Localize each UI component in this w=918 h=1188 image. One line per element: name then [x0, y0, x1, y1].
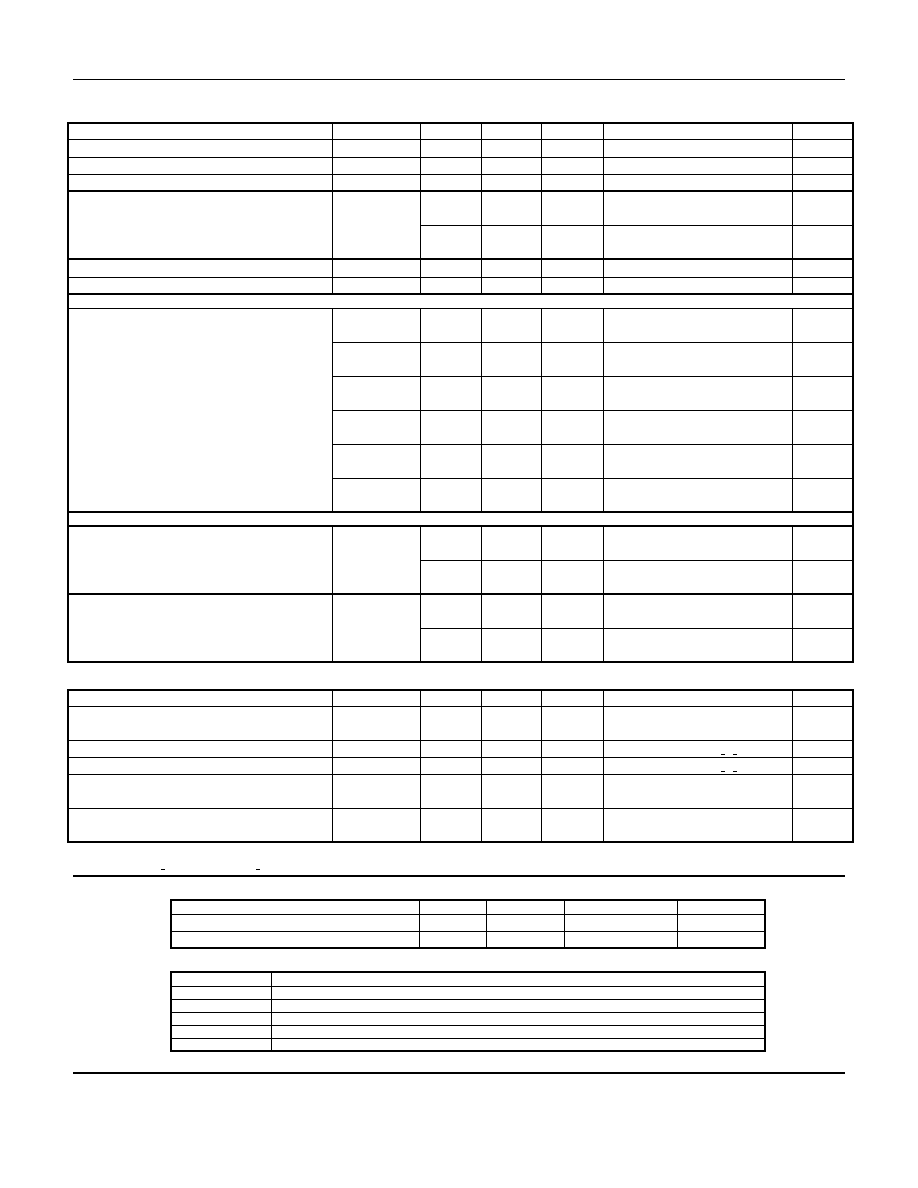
table-cell	[792, 410, 853, 444]
table-cell	[677, 931, 765, 948]
table-cell	[332, 526, 420, 594]
table-cell	[68, 277, 332, 294]
table-cell	[332, 808, 420, 842]
table-cell	[68, 757, 332, 774]
table-cell	[541, 757, 603, 774]
table-cell	[603, 560, 792, 594]
table-cell	[420, 225, 481, 259]
table-header-row	[171, 900, 765, 914]
table-cell	[481, 444, 541, 478]
table-cell	[541, 690, 603, 706]
table-row	[68, 308, 853, 342]
table-row	[171, 1038, 765, 1051]
characteristics-table	[67, 122, 854, 663]
table-cell	[564, 931, 677, 948]
table-row	[68, 774, 853, 808]
table-cell	[481, 191, 541, 225]
table-cell	[541, 191, 603, 225]
table-cell	[541, 774, 603, 808]
table-cell	[603, 526, 792, 560]
table-cell	[68, 157, 332, 174]
table-cell	[541, 277, 603, 294]
table-cell	[792, 740, 853, 757]
table-cell	[486, 900, 564, 914]
header-cell-max	[541, 123, 603, 139]
table-cell	[792, 774, 853, 808]
table-cell	[792, 444, 853, 478]
table-cell	[481, 308, 541, 342]
table-cell	[481, 277, 541, 294]
table-cell	[481, 594, 541, 628]
table-cell	[603, 757, 792, 774]
table-cell	[420, 308, 481, 342]
overbar-mark	[733, 754, 737, 755]
table-cell	[792, 225, 853, 259]
table-cell	[271, 1012, 765, 1025]
table-cell	[171, 931, 419, 948]
table-cell	[420, 774, 481, 808]
table-row	[68, 706, 853, 740]
table-cell	[481, 139, 541, 157]
table-cell	[481, 526, 541, 560]
package-table	[170, 899, 766, 949]
footer-rule	[73, 1072, 845, 1074]
table-cell	[481, 757, 541, 774]
table-cell	[603, 225, 792, 259]
table-cell	[420, 191, 481, 225]
section-row	[68, 294, 853, 308]
table-cell	[420, 157, 481, 174]
table-cell	[603, 444, 792, 478]
table-cell	[68, 191, 332, 259]
overbar-mark	[256, 869, 260, 870]
table-cell	[68, 259, 332, 277]
table-cell	[792, 174, 853, 191]
table-cell	[564, 900, 677, 914]
table-cell	[541, 560, 603, 594]
section-row	[68, 512, 853, 526]
table-cell	[603, 690, 792, 706]
table-header-row	[68, 690, 853, 706]
table-cell	[481, 560, 541, 594]
table-cell	[68, 808, 332, 842]
table-cell	[171, 900, 419, 914]
table-cell	[420, 560, 481, 594]
table-cell	[481, 225, 541, 259]
table-cell	[603, 277, 792, 294]
table-cell	[332, 308, 420, 342]
table-row	[171, 999, 765, 1012]
table-cell	[541, 706, 603, 740]
header-cell-conditions	[603, 123, 792, 139]
header-cell-parameter	[68, 123, 332, 139]
table-cell	[171, 1038, 271, 1051]
table-cell	[792, 757, 853, 774]
table-cell	[481, 628, 541, 662]
table-row	[68, 594, 853, 628]
pin-table	[170, 971, 766, 1052]
table-cell	[420, 174, 481, 191]
table-cell	[792, 526, 853, 560]
table-row	[68, 191, 853, 225]
table-cell	[68, 594, 332, 662]
table-cell	[541, 410, 603, 444]
table-cell	[564, 914, 677, 931]
table-cell	[420, 808, 481, 842]
table-cell	[332, 139, 420, 157]
table-cell	[171, 1012, 271, 1025]
table-cell	[420, 594, 481, 628]
table-cell	[792, 560, 853, 594]
table-cell	[332, 410, 420, 444]
table-cell	[420, 277, 481, 294]
timing-table	[67, 689, 854, 843]
table-row	[68, 259, 853, 277]
table-cell	[420, 628, 481, 662]
table-cell	[68, 139, 332, 157]
table-cell	[420, 444, 481, 478]
table-cell	[420, 376, 481, 410]
table-cell	[792, 308, 853, 342]
header-cell-typ	[481, 123, 541, 139]
table-cell	[792, 690, 853, 706]
table-cell	[420, 259, 481, 277]
table-cell	[420, 690, 481, 706]
table-cell	[420, 342, 481, 376]
table-cell	[792, 594, 853, 628]
table-cell	[481, 259, 541, 277]
table-cell	[603, 706, 792, 740]
table-row	[68, 808, 853, 842]
table-cell	[171, 986, 271, 999]
header-cell-min	[420, 123, 481, 139]
table-cell	[603, 740, 792, 757]
table-cell	[68, 774, 332, 808]
table-cell	[677, 914, 765, 931]
table-cell	[481, 478, 541, 512]
table-row	[68, 174, 853, 191]
table-cell	[792, 157, 853, 174]
table-cell	[541, 157, 603, 174]
table-cell	[541, 342, 603, 376]
table-cell	[332, 594, 420, 662]
table-cell	[792, 277, 853, 294]
table-cell	[171, 1025, 271, 1038]
table-cell	[792, 628, 853, 662]
table-cell	[420, 410, 481, 444]
table-header-row	[68, 123, 853, 139]
table-cell	[332, 774, 420, 808]
table-cell	[792, 139, 853, 157]
table-cell	[271, 1038, 765, 1051]
table-cell	[419, 900, 486, 914]
table-cell	[603, 308, 792, 342]
table-cell	[792, 706, 853, 740]
table-cell	[68, 308, 332, 512]
table-cell	[332, 157, 420, 174]
table-cell	[486, 931, 564, 948]
table-cell	[481, 774, 541, 808]
overbar-mark	[721, 771, 725, 772]
header-rule	[73, 79, 845, 80]
table-cell	[481, 808, 541, 842]
table-cell	[68, 706, 332, 740]
table-cell	[420, 478, 481, 512]
table-cell	[481, 706, 541, 740]
table-cell	[419, 914, 486, 931]
table-cell	[481, 410, 541, 444]
table-cell	[541, 808, 603, 842]
table-row	[171, 986, 765, 999]
table-cell	[541, 174, 603, 191]
table-cell	[603, 139, 792, 157]
table-row	[171, 931, 765, 948]
table-row	[68, 139, 853, 157]
table-cell	[68, 526, 332, 594]
table-cell	[541, 526, 603, 560]
table-cell	[792, 478, 853, 512]
table-cell	[68, 690, 332, 706]
table-cell	[792, 342, 853, 376]
table-cell	[792, 376, 853, 410]
table-cell	[419, 931, 486, 948]
table-cell	[481, 157, 541, 174]
table-cell	[541, 376, 603, 410]
table-cell	[481, 174, 541, 191]
table-cell	[481, 376, 541, 410]
table-cell	[481, 342, 541, 376]
table-cell	[68, 740, 332, 757]
table-cell	[332, 690, 420, 706]
table-cell	[420, 740, 481, 757]
table-cell	[603, 774, 792, 808]
table-cell	[420, 706, 481, 740]
table-cell	[420, 526, 481, 560]
table-row	[171, 1025, 765, 1038]
table-cell	[271, 986, 765, 999]
table-cell	[603, 157, 792, 174]
table-cell	[603, 376, 792, 410]
table-cell	[603, 478, 792, 512]
table-cell	[171, 914, 419, 931]
header-cell-symbol	[332, 123, 420, 139]
overbar-mark	[733, 771, 737, 772]
table-cell	[271, 999, 765, 1012]
table-cell	[332, 342, 420, 376]
table-cell	[792, 191, 853, 225]
table-cell	[792, 259, 853, 277]
table-cell	[171, 999, 271, 1012]
table-cell	[541, 594, 603, 628]
table-cell	[603, 342, 792, 376]
table-cell	[68, 512, 853, 526]
table-cell	[332, 259, 420, 277]
table-cell	[792, 808, 853, 842]
table-cell	[541, 139, 603, 157]
table-cell	[171, 972, 271, 986]
table-row	[171, 1012, 765, 1025]
overbar-mark	[161, 869, 165, 870]
overbar-mark	[721, 754, 725, 755]
table-cell	[271, 972, 765, 986]
table-cell	[481, 740, 541, 757]
section-rule	[73, 875, 845, 877]
table-cell	[677, 900, 765, 914]
table-header-row	[171, 972, 765, 986]
table-cell	[332, 174, 420, 191]
table-cell	[332, 740, 420, 757]
table-cell	[68, 294, 853, 308]
table-cell	[420, 139, 481, 157]
table-cell	[332, 376, 420, 410]
table-cell	[332, 191, 420, 259]
table-cell	[68, 174, 332, 191]
table-cell	[332, 478, 420, 512]
table-cell	[541, 308, 603, 342]
table-cell	[603, 594, 792, 628]
table-cell	[603, 628, 792, 662]
table-cell	[541, 628, 603, 662]
table-cell	[603, 808, 792, 842]
table-cell	[541, 444, 603, 478]
table-cell	[271, 1025, 765, 1038]
table-cell	[332, 277, 420, 294]
table-cell	[332, 757, 420, 774]
table-cell	[332, 706, 420, 740]
table-row	[68, 277, 853, 294]
table-cell	[603, 191, 792, 225]
table-cell	[486, 914, 564, 931]
table-row	[171, 914, 765, 931]
table-cell	[603, 174, 792, 191]
table-cell	[541, 478, 603, 512]
table-cell	[481, 690, 541, 706]
table-cell	[603, 259, 792, 277]
table-cell	[420, 757, 481, 774]
table-cell	[332, 444, 420, 478]
table-cell	[541, 259, 603, 277]
table-row	[68, 157, 853, 174]
table-cell	[603, 410, 792, 444]
table-cell	[541, 225, 603, 259]
header-cell-units	[792, 123, 853, 139]
table-cell	[541, 740, 603, 757]
table-row	[68, 526, 853, 560]
